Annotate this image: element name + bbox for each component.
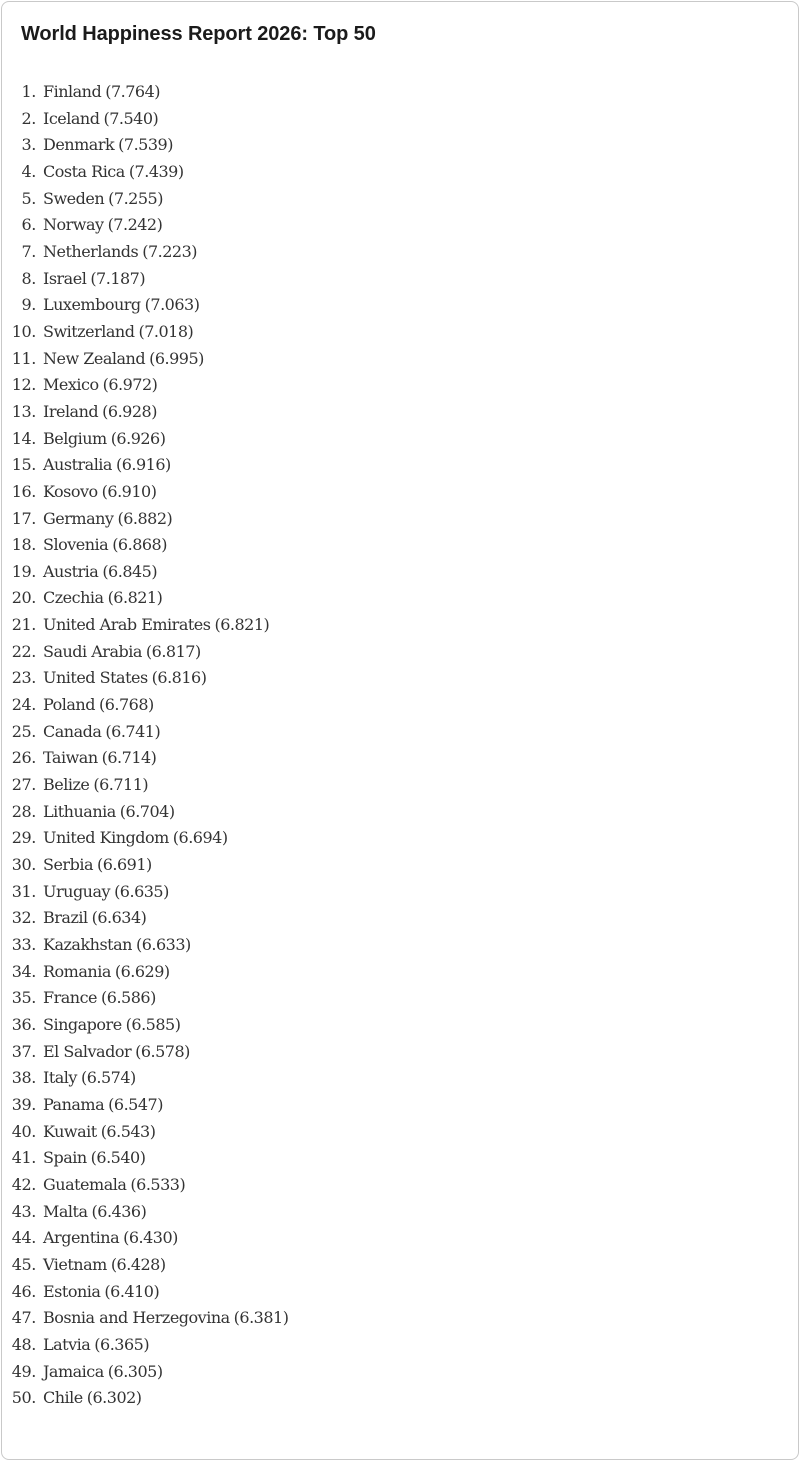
happiness-score: (6.629) [114, 961, 170, 981]
happiness-score: (7.539) [118, 135, 173, 155]
list-item [2, 186, 288, 213]
happiness-score: (6.430) [123, 1228, 178, 1248]
country-name: Ireland [43, 401, 99, 421]
rank-number: 24. [11, 695, 36, 715]
happiness-score: (6.547) [108, 1094, 163, 1114]
country-name: Mexico [43, 375, 99, 395]
list-item [2, 132, 288, 159]
list-item [2, 1065, 288, 1092]
country-name: Czechia [43, 588, 104, 608]
list-item [2, 506, 288, 533]
country-name: Slovenia [43, 535, 109, 555]
country-name: Argentina [43, 1228, 120, 1248]
list-item [2, 1332, 288, 1359]
list-item [2, 905, 288, 932]
list-item [2, 346, 288, 373]
list-item [2, 585, 288, 612]
list-item [2, 692, 288, 719]
happiness-score: (6.817) [145, 641, 201, 661]
list-item [2, 372, 288, 399]
country-name: Chile [43, 1388, 83, 1408]
country-name: United States [43, 668, 148, 688]
happiness-score: (6.714) [101, 748, 157, 768]
rank-number: 1. [21, 82, 36, 101]
country-name: Kazakhstan [43, 935, 132, 954]
happiness-score: (7.439) [128, 161, 184, 181]
country-name: Iceland [43, 108, 100, 128]
country-name: Switzerland [43, 321, 135, 341]
rank-number: 4. [21, 161, 36, 181]
happiness-score: (6.926) [110, 428, 166, 448]
list-item [2, 266, 288, 293]
rank-number: 19. [11, 561, 36, 581]
rank-number: 9. [21, 295, 36, 315]
happiness-score: (6.635) [114, 881, 169, 901]
happiness-score: (6.845) [102, 561, 158, 581]
rank-number: 39. [11, 1094, 36, 1114]
country-name: United Kingdom [43, 828, 169, 848]
country-name: Brazil [43, 908, 88, 928]
rank-number: 14. [11, 428, 36, 448]
list-item [2, 1305, 288, 1332]
rank-number: 12. [11, 375, 36, 395]
rank-number: 33. [11, 935, 36, 954]
country-name: Israel [43, 268, 87, 288]
rank-number: 44. [11, 1228, 36, 1248]
rank-number: 29. [11, 828, 36, 848]
rank-number: 40. [11, 1121, 36, 1141]
happiness-score: (6.768) [98, 695, 154, 715]
happiness-score: (6.741) [105, 721, 161, 741]
rank-number: 22. [11, 641, 36, 661]
happiness-score: (6.410) [104, 1281, 160, 1301]
happiness-score: (6.578) [135, 1041, 190, 1061]
list-item [2, 1172, 288, 1199]
country-name: United Arab Emirates [43, 615, 211, 635]
list-item [2, 799, 288, 826]
list-item [2, 985, 288, 1012]
happiness-score: (7.018) [138, 321, 194, 341]
list-item [2, 452, 288, 479]
country-name: Jamaica [43, 1361, 104, 1381]
happiness-score: (6.533) [130, 1174, 186, 1194]
country-name: Netherlands [43, 241, 139, 261]
country-name: Finland [43, 82, 102, 101]
happiness-score: (6.821) [214, 615, 270, 635]
country-name: Uruguay [43, 881, 111, 901]
country-name: Vietnam [43, 1254, 107, 1274]
happiness-score: (6.916) [115, 455, 171, 475]
rank-number: 27. [11, 775, 36, 795]
country-name: Belgium [43, 428, 107, 448]
country-name: Guatemala [43, 1174, 127, 1194]
rank-number: 20. [11, 588, 36, 608]
happiness-score: (6.928) [102, 401, 157, 421]
happiness-score: (6.634) [91, 908, 147, 928]
country-name: Belize [43, 775, 90, 795]
happiness-score: (6.821) [107, 588, 163, 608]
list-item [2, 79, 288, 106]
country-name: Poland [43, 695, 95, 715]
happiness-score: (6.428) [110, 1254, 166, 1274]
page-title: World Happiness Report 2026: Top 50 [21, 23, 376, 45]
happiness-score: (7.764) [105, 82, 161, 101]
country-name: Austria [43, 561, 99, 581]
rank-number: 36. [11, 1014, 36, 1034]
list-item [2, 1145, 288, 1172]
rank-number: 47. [11, 1308, 36, 1328]
happiness-score: (6.910) [101, 481, 157, 501]
happiness-score: (6.691) [96, 855, 152, 875]
rank-number: 48. [11, 1334, 36, 1354]
report-card [1, 1, 799, 1460]
country-name: Estonia [43, 1281, 101, 1301]
list-item [2, 772, 288, 799]
country-name: Sweden [43, 188, 105, 208]
happiness-score: (6.381) [233, 1308, 289, 1328]
rank-number: 43. [11, 1201, 36, 1221]
list-item [2, 426, 288, 453]
country-name: Singapore [43, 1014, 122, 1034]
list-item [2, 532, 288, 559]
list-item [2, 852, 288, 879]
list-item [2, 212, 288, 239]
rank-number: 35. [11, 988, 36, 1008]
list-item [2, 106, 288, 133]
country-name: Latvia [43, 1334, 91, 1354]
list-item [2, 319, 288, 346]
country-name: Romania [43, 961, 111, 981]
happiness-score: (6.972) [102, 375, 158, 395]
happiness-score: (7.063) [144, 295, 200, 315]
country-name: Panama [43, 1094, 105, 1114]
country-name: Denmark [43, 135, 115, 155]
list-item [2, 932, 288, 959]
country-name: Australia [43, 455, 112, 475]
list-item [2, 1199, 288, 1226]
rank-number: 31. [11, 881, 36, 901]
rank-number: 11. [11, 348, 36, 368]
country-name: Bosnia and Herzegovina [43, 1308, 230, 1328]
rank-number: 46. [11, 1281, 36, 1301]
rank-number: 16. [11, 481, 36, 501]
happiness-score: (6.711) [93, 775, 149, 795]
list-item [2, 1385, 288, 1412]
rank-number: 10. [11, 321, 36, 341]
list-item [2, 1359, 288, 1386]
happiness-score: (6.543) [100, 1121, 156, 1141]
rank-number: 50. [11, 1388, 36, 1408]
country-name: Kosovo [43, 481, 98, 501]
happiness-score: (7.187) [90, 268, 146, 288]
list-item [2, 1039, 288, 1066]
happiness-score: (6.882) [117, 508, 173, 528]
rank-number: 23. [11, 668, 36, 688]
happiness-score: (6.586) [101, 988, 156, 1008]
happiness-score: (6.436) [91, 1201, 147, 1221]
happiness-score: (6.302) [86, 1388, 142, 1408]
happiness-score: (6.585) [125, 1014, 181, 1034]
country-name: Spain [43, 1148, 87, 1168]
happiness-score: (7.540) [103, 108, 159, 128]
list-item [2, 745, 288, 772]
rank-number: 45. [11, 1254, 36, 1274]
rank-number: 6. [21, 215, 36, 235]
rank-number: 15. [11, 455, 36, 475]
happiness-score: (6.540) [90, 1148, 146, 1168]
list-item [2, 1252, 288, 1279]
country-name: Canada [43, 721, 102, 741]
list-item [2, 1012, 288, 1039]
rank-number: 7. [21, 241, 36, 261]
list-item [2, 639, 288, 666]
list-item [2, 292, 288, 319]
rank-number: 3. [21, 135, 36, 155]
country-name: France [43, 988, 98, 1008]
list-item [2, 479, 288, 506]
country-name: Malta [43, 1201, 88, 1221]
rank-number: 26. [11, 748, 36, 768]
country-name: Germany [43, 508, 114, 528]
happiness-score: (6.305) [107, 1361, 163, 1381]
rank-number: 49. [11, 1361, 36, 1381]
rank-number: 17. [11, 508, 36, 528]
rank-number: 42. [11, 1174, 36, 1194]
rank-number: 38. [11, 1068, 36, 1088]
country-name: Saudi Arabia [43, 641, 142, 661]
list-item [2, 665, 288, 692]
list-item [2, 1092, 288, 1119]
happiness-score: (6.694) [172, 828, 228, 848]
list-item [2, 1225, 288, 1252]
list-item [2, 559, 288, 586]
rank-number: 18. [11, 535, 36, 555]
happiness-score: (6.365) [94, 1334, 150, 1354]
rank-number: 8. [21, 268, 36, 288]
list-item [2, 612, 288, 639]
country-name: Serbia [43, 855, 93, 875]
ranking-list [2, 79, 288, 1412]
list-item [2, 159, 288, 186]
rank-number: 2. [21, 108, 36, 128]
happiness-score: (6.574) [80, 1068, 136, 1088]
rank-number: 25. [11, 721, 36, 741]
happiness-score: (6.816) [151, 668, 207, 688]
happiness-score: (7.223) [142, 241, 198, 261]
rank-number: 30. [11, 855, 36, 875]
country-name: Luxembourg [43, 295, 141, 315]
rank-number: 34. [11, 961, 36, 981]
rank-number: 28. [11, 801, 36, 821]
list-item [2, 959, 288, 986]
list-item [2, 239, 288, 266]
happiness-score: (6.704) [119, 801, 175, 821]
rank-number: 21. [11, 615, 36, 635]
country-name: Italy [43, 1068, 77, 1088]
list-item [2, 879, 288, 906]
rank-number: 13. [11, 401, 36, 421]
country-name: Costa Rica [43, 161, 125, 181]
happiness-score: (6.995) [149, 348, 204, 368]
country-name: Norway [43, 215, 104, 235]
country-name: New Zealand [43, 348, 146, 368]
list-item [2, 1119, 288, 1146]
list-item [2, 399, 288, 426]
happiness-score: (7.242) [107, 215, 163, 235]
country-name: El Salvador [43, 1041, 132, 1061]
list-item [2, 719, 288, 746]
happiness-score: (6.633) [135, 935, 191, 954]
list-item [2, 825, 288, 852]
rank-number: 37. [11, 1041, 36, 1061]
country-name: Lithuania [43, 801, 116, 821]
country-name: Kuwait [43, 1121, 97, 1141]
happiness-score: (7.255) [108, 188, 163, 208]
rank-number: 32. [11, 908, 36, 928]
country-name: Taiwan [43, 748, 98, 768]
happiness-score: (6.868) [112, 535, 167, 555]
list-item [2, 1279, 288, 1306]
rank-number: 41. [11, 1148, 36, 1168]
rank-number: 5. [21, 188, 36, 208]
